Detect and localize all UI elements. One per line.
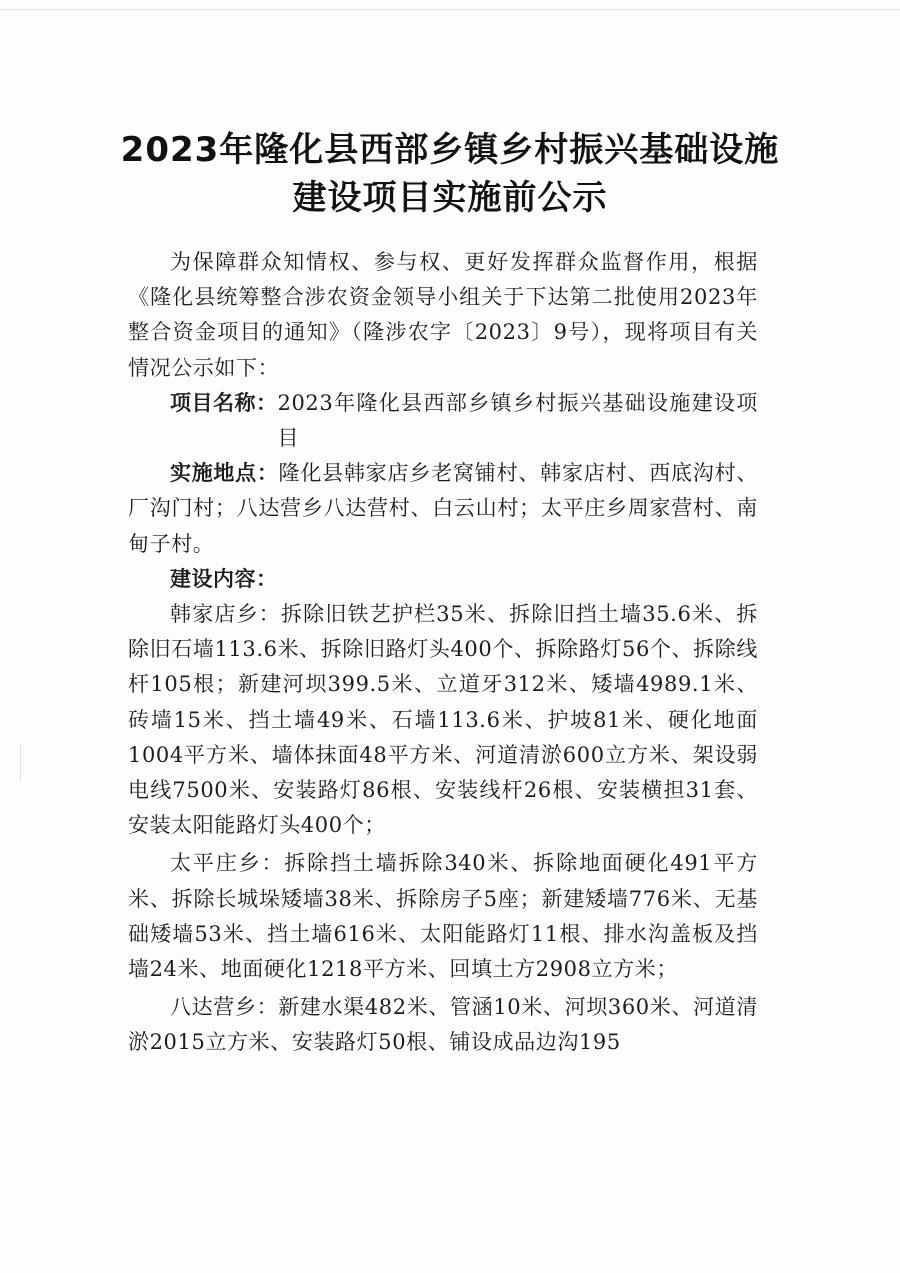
scan-margin-mark [20, 745, 21, 781]
location-paragraph [128, 456, 758, 562]
location-label: 实施地点： [170, 461, 279, 486]
project-name-row [128, 386, 758, 456]
content-heading: 建设内容： [170, 566, 278, 591]
title-line-2: 建设项目实施前公示 [292, 178, 608, 218]
taipingzhuang-paragraph: 太平庄乡：拆除挡土墙拆除340米、拆除地面硬化491平方米、拆除长城垛矮墙38米、拆除房子5座；新建矮墙776米、无基础矮墙53米、挡土墙616米、太阳能路灯11根、排水沟盖板及挡墙24米、地面硬化1218平方米、回填土方2908立方米； [128, 851, 758, 982]
project-name-label: 项目名称： [170, 390, 278, 415]
document-body [128, 245, 758, 1061]
badaying-paragraph: 八达营乡：新建水渠482米、管涵10米、河坝360米、河道清淤2015立方米、安装路灯50根、铺设成品边沟195 [128, 995, 758, 1055]
location-value: 隆化县韩家店乡老窝铺村、韩家店村、西底沟村、厂沟门村；八达营乡八达营村、白云山村；太平庄乡周家营村、南甸子村。 [128, 461, 759, 556]
hanjiadian-paragraph: 韩家店乡：拆除旧铁艺护栏35米、拆除旧挡土墙35.6米、拆除旧石墙113.6米、拆除旧路灯头400个、拆除路灯56个、拆除线杆105根；新建河坝399.5米、立道牙312米、矮墙4989.1米、砖墙15米、挡土墙49米、石墙113.6米、护坡81米、硬化地面1004平方米、墙体抹面48平方米、河道清淤600立方米、架设弱电线7500米、安装路灯86根、安装线杆26根、安装横担31套、安装太阳能路灯头400个； [128, 602, 758, 838]
intro-paragraph: 为保障群众知情权、参与权、更好发挥群众监督作用，根据《隆化县统筹整合涉农资金领导小组关于下达第二批使用2023年整合资金项目的通知》（隆涉农字〔2023〕9号），现将项目有关情况公示如下： [128, 250, 758, 380]
scan-edge-line [0, 9, 900, 10]
project-name-value: 2023年隆化县西部乡镇乡村振兴基础设施建设项目 [277, 390, 758, 451]
document-title [100, 126, 800, 222]
title-line-1: 2023年隆化县西部乡镇乡村振兴基础设施 [120, 130, 780, 170]
